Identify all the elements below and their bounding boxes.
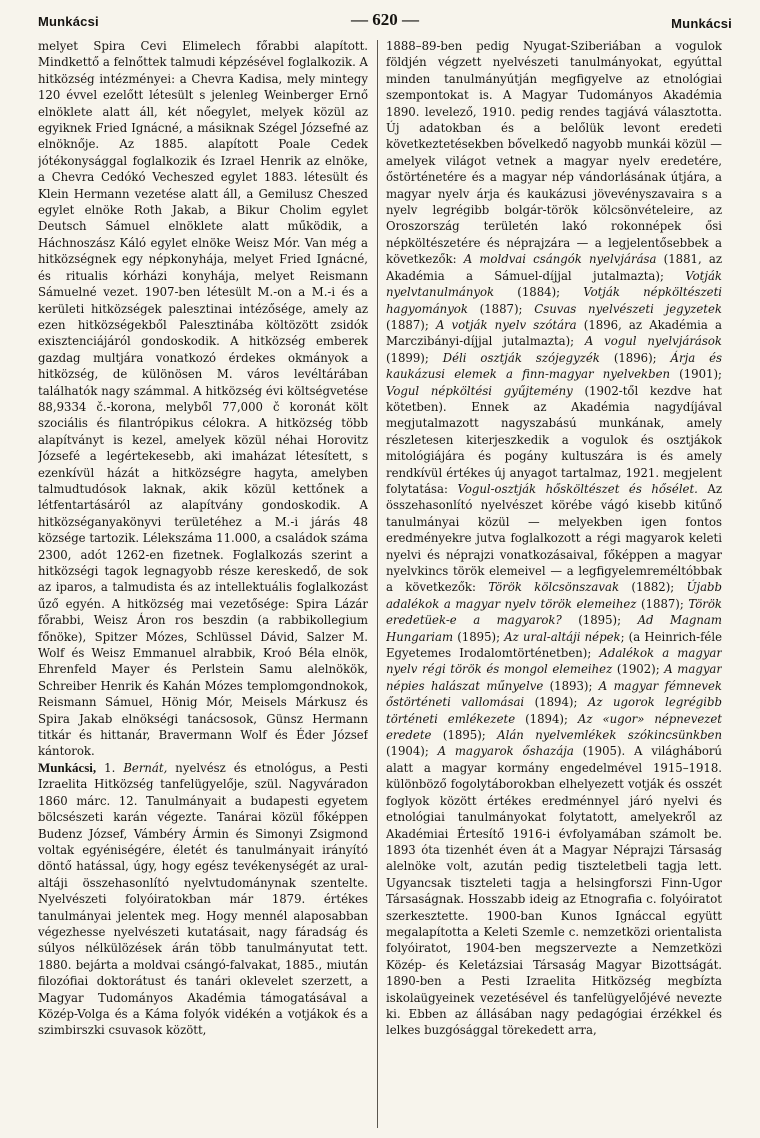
work-title: Török eredetüek-e a magyarok? [386, 596, 722, 628]
body-text: (1902-től kezdve hat kötetben). Ennek az Akadémia nagydíjával megjutalmazott nagyszabású munkának, amely részletesen kiterjeszkedik a vogulok és osztjákok mitológiájára és pogány kultuszára is és amely rendkívül értékes új anyagot tartalmaz, 1921. megjelent folytatása: [386, 383, 722, 496]
work-title: Votják népköltészeti hagyományok [386, 285, 722, 316]
work-title: A moldvai csángók nyelvjárása [463, 252, 657, 267]
page-header [38, 10, 732, 36]
body-text: 1888–89-ben pedig Nyugat-Sziberiában a vogulok földjén végzett nyelvészeti tanulmányokat, egyúttal minden tanulmányútján megfigyelve az etnológiai szempontokat is. A Magyar Tudományos Akadémia 1890. levelező, 1910. pedig rendes tagjává választotta. Új adatokban és a belőlük levont eredeti következtetésekben bővelkedő nagyobb munkái közül — amelyek világot vetnek a magyar nyelv eredetére, őstörténetére és a magyar nép vándorlásának útjára, a magyar nyelv árja és kaukázusi jövevényszavaira s a nyelv legrégibb bolgár-török kölcsönvételeire, az Oroszország területén lakó rokonnépek ősi népköltészetére és néprajzára — a legjelentősebbek a következők: [386, 39, 722, 267]
body-text: (1899); [386, 350, 443, 365]
continued-paragraph: melyet Spira Cevi Elimelech főrabbi alapított. Mindkettő a felnőttek talmudi képzésével foglalkozik. A hitközség intézményei: a Chevra Kadisa, mely mintegy 120 évvel ezelőtt létesült s jelenleg Weinberger Ernő elnöklete alatt áll, két nőegylet, melyek közül az egyiknek Fried Ignácné, a másiknak Szégel Józsefné az elnöknője. Az 1885. alapított Poale Cedek jótékonysággal foglalkozik és Izrael Henrik az elnöke, a Chevra Cedókó Vecheszed egylet 1883. létesült és Klein Hermann vezetése alatt áll, a Gemilusz Cheszed egylet elnöke Roth Jakab, a Bikur Cholim egylet Deutsch Sámuel elnöklete alatt működik, a Háchnoszász Káló egylet elnöke Weisz Mór. Van még a hitközségnek egy népkonyhája, melyet Fried Ignácné, és ritualis kórházi konyhája, melyet Reismann Sámuelné vezet. 1907-ben létesült M.-on a M.-i és a kerületi hitközségek palesztinai intézősége, amely az ezen hitközségekből Palesztinába költözött zsidók exisztenciájáról gondoskodik. A hitközség emberek gazdag multjára vonatkozó érdekes okmányok a hitközség, de különösen M. város levéltárában találhatók nagy számmal. A hitközség évi költségvetése 88,9334 č.-korona, melyből 77,000 č koronát költ szociális és filantrópikus célokra. A hitközség több alapítványt is kezel, amelyek közül néhai Horovitz Józsefé a legértekesebb, aki imaházat létesített, s ezenkívül házát a hitközségre hagyta, amelyben talmudtudósok laknak, akik közül kettőnek a létfentartásáról az alapítvány gondoskodik. A hitközséganyakönyvi területéhez a M.-i járás 48 községe tartozik. Lélekszáma 11.000, a családok száma 2300, adót 1262-en fizetnek. Foglalkozás szerint a hitközségi tagok legnagyobb része kereskedő, de sok az iparos, a talmudista és az intellektuális foglalkozást űző egyén. A hitközség mai vezetősége: Spira Lázár főrabbi, Weisz Áron ros beszdin (a rabbikollegium főnöke), Spitzer Mózes, Schlüssel Dávid, Salzer M. Wolf és Weisz Emmanuel alrabbik, Kroó Béla elnök, Ehrenfeld Mayer és Perlstein Samu alelnökök, Schreiber Henrik és Kahán Mózes templomgondnokok, Reismann Sámuel, Hönig Mór, Meisels Márkusz és Spira Jakab elnökségi tanácsosok, Günsz Hermann titkár és hittanár, Bravermann Wolf és Éder József kántorok. [38, 39, 368, 759]
column-divider [377, 40, 378, 1128]
work-title: Alán nyelvemlékek szókincsünkben [497, 728, 722, 743]
running-head-right: Munkácsi [671, 16, 732, 31]
body-text: (1887); [467, 301, 535, 316]
entry-given-name: Bernát, [123, 760, 168, 775]
left-column [38, 38, 368, 1134]
body-text: (1905). A világháború alatt a magyar kormány engedelmével 1915–1918. különböző fogolytáborokban elhelyezett votják és osszét foglyok között értékes eredménnyel járó nyelvi és etnológiai tanulmányokat folytatott, amelyekről az Akadémiai Értesítő 1916-i évfolyamában számolt be. 1893 óta tizenhét éven át a Magyar Néprajzi Társaság alelnöke volt, azután pedig tiszteletbeli tagja lett. Ugyancsak tiszteleti tagja a helsingforszi Finn-Ugor Társaságnak. Hosszabb ideig az Etnografia c. folyóiratot szerkesztette. 1900-ban Kunos Ignáccal együtt megalapította a Keleti Szemle c. nemzetközi orientalista folyóiratot, 1904-ben megszervezte a Nemzetközi Közép- és Keletázsiai Társaság Magyar Bizottságát. 1890-ben a Pesti Izraelita Hitközség megbízta iskolaügyeinek vezetésével és tanfelügyelőjévé nevezte ki. Ebben az állásában nagy pedagógiai érzékkel és lelkes buzgósággal törekedett arra, [386, 744, 722, 1038]
running-head-left: Munkácsi [38, 14, 99, 29]
body-text: (1904); [386, 744, 438, 759]
body-text: (1901); [670, 367, 722, 382]
body-text: (1881, az Akadémia a Sámuel-díjjal jutalmazta); [386, 252, 722, 283]
body-text: (1894); [515, 711, 578, 726]
work-title: Vogul népköltési gyűjtemény [386, 383, 573, 398]
body-text: (1895); [561, 613, 638, 628]
body-text: (1887); [636, 596, 689, 611]
body-text: (1895); [453, 629, 505, 644]
work-title: A magyarok őshazája [437, 744, 574, 759]
work-title: Déli osztják szójegyzék [442, 350, 600, 365]
body-text: (1902); [612, 662, 665, 677]
work-title: Az ural-altáji népek [504, 629, 621, 644]
work-title: Újabb adalékok a magyar nyelv török elemeihez [386, 580, 722, 611]
entry-text: nyelvész és etnológus, a Pesti Izraelita Hitközség tanfelügyelője, szül. Nagyváradon 1860 márc. 12. Tanulmányait a budapesti egyetem bölcsészeti karán végezte. Tanárai közül főképpen Budenz József, Vámbéry Ármin és Simonyi Zsigmond voltak egyéniségére, életét és tanulmányait irányító döntő hatással, úgy, hogy egész tevékenységét az ural-altáji összehasonlító nyelvtudománynak szentelte. Nyelvészeti folyóiratokban már 1879. értékes tanulmányai jelentek meg. Hogy mennél alaposabban végezhesse nyelvészeti kutatásait, nagy fáradság és súlyos nélkülözések árán több tanulmányutat tett. 1880. bejárta a moldvai csángó-falvakat, 1885., miután filozófiai doktorátust és tanári oklevelet szerzett, a Magyar Tudományos Akadémia támogatásával a Közép-Volga és a Káma folyók vidékén a votjákok és a szimbirszki csuvasok között, [38, 760, 368, 1038]
body-text: (1895); [431, 728, 498, 743]
right-column [386, 38, 722, 1134]
body-text: Az összehasonlító nyelvészet körébe vágó kisebb kitűnő tanulmányai közül — melyekben igen fontos eredményekre jutva foglalkozott a régi magyarok keleti nyelvi és néprajzi vonatkozásaival, főképpen a magyar nyelvkincs török elemeivel — a legfigyelemreméltóbbak a következők: [386, 481, 722, 595]
body-text: (1887); [386, 317, 436, 332]
body-text: (1884); [494, 285, 584, 300]
entry-number: 1. [96, 760, 124, 775]
body-text: (1893); [543, 678, 599, 693]
works-paragraph [386, 38, 722, 1039]
work-title: A magyar fémnevek őstörténeti vallomásai [386, 678, 722, 710]
work-title: Török kölcsönszavak [488, 580, 620, 595]
work-title: A magyar népies halászat műnyelve [386, 662, 722, 693]
body-text: ; (a Heinrich-féle Egyetemes Irodalomtörténetben); [386, 629, 722, 661]
body-text: (1896, az Akadémia a Marczibányi-díjjal jutalmazta); [386, 317, 722, 349]
work-title: Árja és kaukázusi elemek a finn-magyar nyelvekben [386, 350, 722, 382]
body-text: (1896); [599, 350, 671, 365]
body-text: (1882); [619, 580, 687, 595]
work-title: Csuvas nyelvészeti jegyzetek [534, 301, 722, 316]
work-title: Adalékok a magyar nyelv régi török és mongol elemeihez [386, 646, 722, 677]
entry-headword: Munkácsi, [38, 759, 97, 775]
work-title: A votják nyelv szótára [435, 317, 577, 332]
work-title: Az «ugor» népnevezet eredete [386, 711, 722, 743]
body-text: (1894); [524, 695, 588, 710]
work-title: Vogul-osztják hősköltészet és hősélet. [457, 481, 698, 496]
work-title: Votják nyelvtanulmányok [386, 268, 722, 300]
entry-paragraph [38, 760, 368, 1039]
work-title: Ad Magnam Hungariam [386, 613, 722, 644]
work-title: Az ugorok legrégibb történeti emlékezete [386, 695, 722, 726]
page-number: — 620 — [351, 10, 419, 29]
work-title: A vogul nyelvjárások [584, 334, 722, 349]
